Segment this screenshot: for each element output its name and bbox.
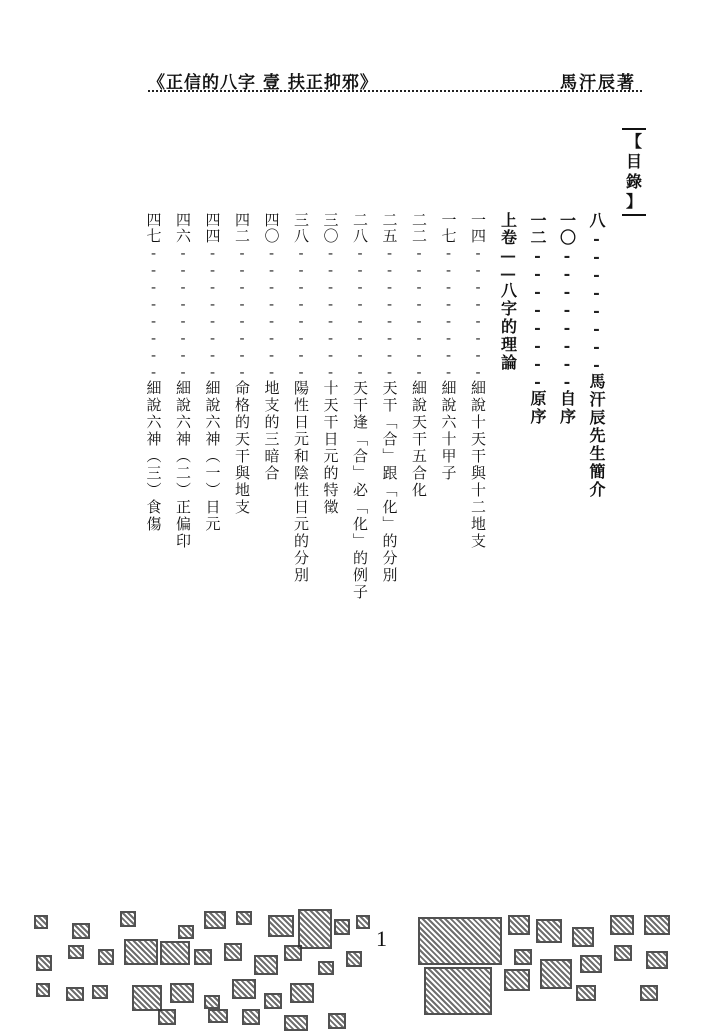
- toc-leader: --------: [351, 244, 369, 380]
- seal-stamp-icon: [514, 949, 532, 965]
- toc-entry: [287, 212, 315, 584]
- seal-stamp-icon: [268, 915, 294, 937]
- seal-stamp-icon: [158, 1009, 176, 1025]
- seal-stamp-icon: [536, 919, 562, 943]
- toc-entry-title: 天干「合」跟「化」的分別: [380, 380, 399, 584]
- seal-stamp-icon: [264, 993, 282, 1009]
- toc-page-number: 四四: [203, 212, 222, 244]
- seal-stamp-icon: [120, 911, 136, 927]
- toc-entry-title: 細說六神（三）食傷: [144, 380, 163, 533]
- toc-entry: [346, 212, 374, 601]
- seal-stamp-icon: [224, 943, 242, 961]
- toc-page-number: 三八: [292, 212, 310, 244]
- toc-leader: --------: [469, 244, 487, 380]
- seal-stamp-icon: [504, 969, 530, 991]
- seal-stamp-icon: [36, 955, 52, 971]
- toc-leader: --------: [174, 244, 192, 380]
- toc-entry-title: 天干逢「合」必「化」的例子: [351, 380, 369, 601]
- seal-stamp-icon: [170, 983, 194, 1003]
- seal-stamp-icon: [160, 941, 190, 965]
- toc-entry: [317, 212, 345, 516]
- seal-stamp-icon: [242, 1009, 260, 1025]
- seal-stamp-icon: [572, 927, 594, 947]
- seal-stamps-decoration: [28, 905, 700, 1024]
- seal-stamp-icon: [208, 1009, 228, 1023]
- toc-page-number: 二八: [351, 212, 369, 244]
- toc-entry: [376, 212, 404, 584]
- toc-entry-title: 細說十天干與十二地支: [469, 380, 487, 550]
- toc-page-number: 上卷: [498, 212, 518, 246]
- toc-page-number: 二二: [410, 212, 428, 244]
- seal-stamp-icon: [204, 911, 226, 929]
- toc-entry-title: 細說六神（一）日元: [203, 380, 222, 533]
- toc-entry: [435, 212, 463, 482]
- toc-leader: --------: [380, 244, 399, 380]
- toc-leader: --------: [321, 244, 340, 380]
- seal-stamp-icon: [284, 1015, 308, 1031]
- seal-stamp-icon: [334, 919, 350, 935]
- toc-entry: [494, 212, 522, 372]
- toc-leader: ——: [498, 246, 518, 282]
- seal-stamp-icon: [72, 923, 90, 939]
- toc-leader: --------: [587, 229, 606, 373]
- toc-page-number: 三〇: [321, 212, 340, 244]
- seal-stamp-icon: [92, 985, 108, 999]
- seal-stamp-icon: [284, 945, 302, 961]
- toc-entry: [199, 212, 227, 533]
- seal-stamp-icon: [290, 983, 314, 1003]
- seal-stamp-icon: [640, 985, 658, 1001]
- seal-stamp-icon: [124, 939, 158, 965]
- seal-stamp-icon: [540, 959, 572, 989]
- toc-leader: --------: [410, 244, 428, 380]
- toc-entry-title: 自序: [557, 390, 577, 426]
- toc-page-number: 一四: [469, 212, 487, 244]
- toc-entry-title: 細說六神（二）正偏印: [174, 380, 192, 550]
- toc-entry: [405, 212, 433, 499]
- seal-stamp-icon: [132, 985, 162, 1011]
- seal-stamp-icon: [644, 915, 670, 935]
- toc-entry: [140, 212, 168, 533]
- toc-entry: [553, 212, 581, 426]
- toc-page-number: 四七: [144, 212, 163, 244]
- toc-leader: --------: [144, 244, 163, 380]
- seal-stamp-icon: [346, 951, 362, 967]
- toc-entry-title: 十天干日元的特徵: [321, 380, 340, 516]
- toc-page-number: 一七: [439, 212, 458, 244]
- toc-page-number: 八: [587, 212, 606, 229]
- seal-stamp-icon: [424, 967, 492, 1015]
- toc-page-number: 一二: [528, 212, 547, 246]
- page-number: 1: [376, 926, 387, 951]
- toc-entry: [169, 212, 197, 550]
- toc-leader: --------: [439, 244, 458, 380]
- seal-stamp-icon: [232, 979, 256, 999]
- seal-stamp-icon: [614, 945, 632, 961]
- seal-stamp-icon: [194, 949, 212, 965]
- toc-entry-title: 馬汗辰先生簡介: [587, 373, 606, 499]
- toc-entry-title: 地支的三暗合: [262, 380, 281, 482]
- seal-stamp-icon: [328, 1013, 346, 1029]
- toc-entry-title: 命格的天干與地支: [233, 380, 251, 516]
- header-divider: [148, 90, 642, 92]
- toc-page-number: 四二: [233, 212, 251, 244]
- toc-heading: 【 目 錄 】: [622, 128, 646, 216]
- toc-page-number: 四〇: [262, 212, 281, 244]
- toc-leader: --------: [528, 246, 547, 390]
- seal-stamp-icon: [318, 961, 334, 975]
- toc-leader: --------: [292, 244, 310, 380]
- toc-leader: --------: [557, 246, 577, 390]
- seal-stamp-icon: [66, 987, 84, 1001]
- toc-page-number: 四六: [174, 212, 192, 244]
- toc-entry-title: 細說天干五合化: [410, 380, 428, 499]
- toc-entry-title: 八字的理論: [498, 282, 518, 372]
- seal-stamp-icon: [418, 917, 502, 965]
- toc-page-number: 二五: [380, 212, 399, 244]
- seal-stamp-icon: [68, 945, 84, 959]
- toc-entry: [228, 212, 256, 516]
- toc-entry: [523, 212, 551, 426]
- toc-entry: [258, 212, 286, 482]
- seal-stamp-icon: [508, 915, 530, 935]
- seal-stamp-icon: [356, 915, 370, 929]
- toc-page-number: 一〇: [557, 212, 577, 246]
- toc-entry-title: 原序: [528, 390, 547, 426]
- seal-stamp-icon: [36, 983, 50, 997]
- toc-entry: [582, 212, 610, 499]
- toc-entry-title: 細說六十甲子: [439, 380, 458, 482]
- toc-leader: --------: [203, 244, 222, 380]
- seal-stamp-icon: [98, 949, 114, 965]
- seal-stamp-icon: [580, 955, 602, 973]
- seal-stamp-icon: [298, 909, 332, 949]
- table-of-contents: [130, 212, 610, 772]
- toc-leader: --------: [262, 244, 281, 380]
- toc-entry-title: 陽性日元和陰性日元的分別: [292, 380, 310, 584]
- author-name: 馬汗辰著: [560, 73, 636, 93]
- seal-stamp-icon: [646, 951, 668, 969]
- toc-entry: [464, 212, 492, 550]
- seal-stamp-icon: [236, 911, 252, 925]
- seal-stamp-icon: [34, 915, 48, 929]
- seal-stamp-icon: [576, 985, 596, 1001]
- seal-stamp-icon: [254, 955, 278, 975]
- book-title: 《正信的八字 壹 扶正抑邪》: [148, 73, 378, 93]
- toc-leader: --------: [233, 244, 251, 380]
- seal-stamp-icon: [610, 915, 634, 935]
- seal-stamp-icon: [204, 995, 220, 1009]
- seal-stamp-icon: [178, 925, 194, 939]
